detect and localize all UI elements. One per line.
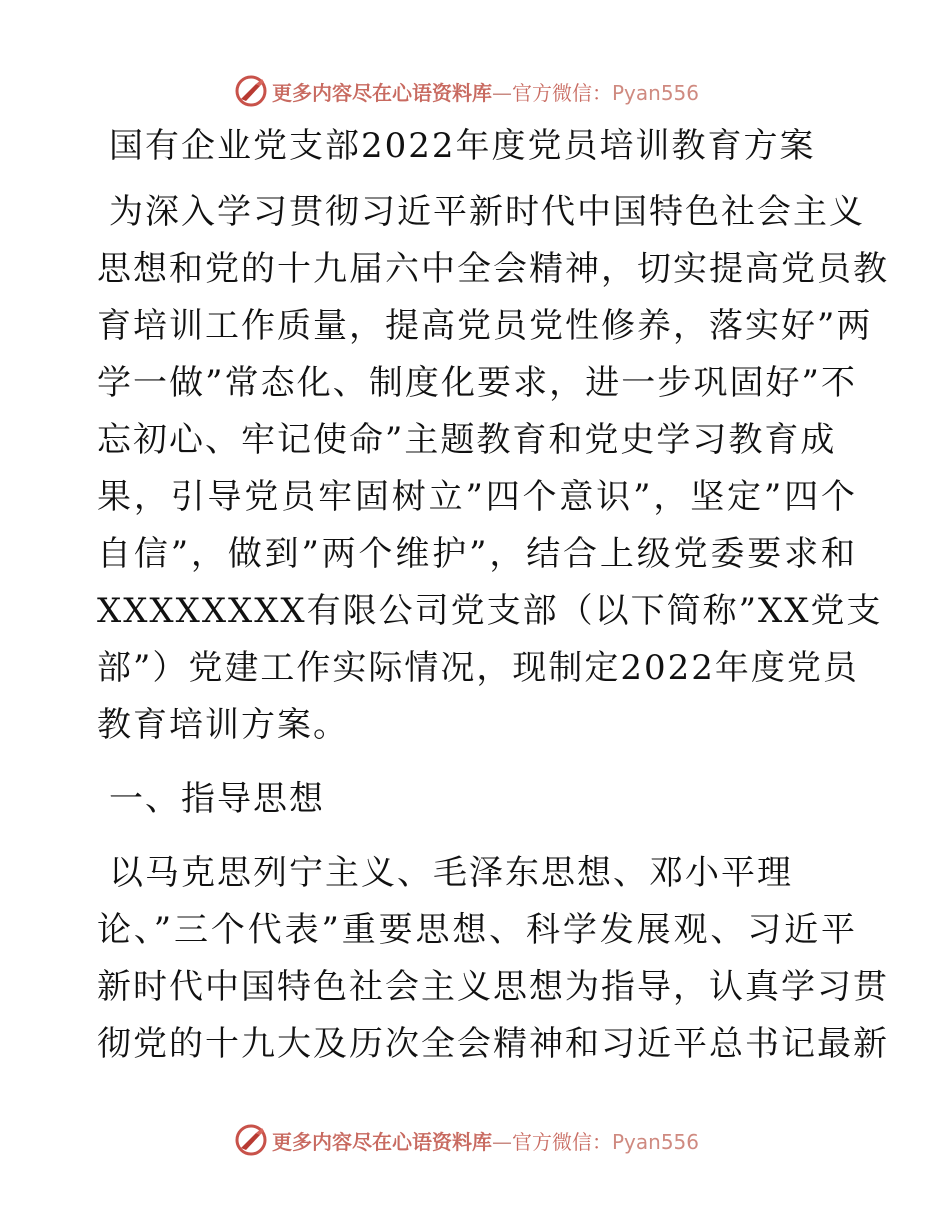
paragraph-line: 果，引导党员牢固树立”四个意识”，坚定”四个: [97, 477, 857, 517]
paragraph-line: 思想和党的十九届六中全会精神，切实提高党员教: [97, 249, 889, 289]
paragraph-line: 为深入学习贯彻习近平新时代中国特色社会主义: [109, 192, 865, 232]
watermark-text: 更多内容尽在心语资料库—官方微信：Pyan556: [272, 80, 700, 105]
pen-logo-icon: [234, 1123, 268, 1157]
document-title: 国有企业党支部2022年度党员培训教育方案: [109, 126, 816, 166]
watermark-header: [234, 73, 699, 109]
paragraph-line: 部”）党建工作实际情况，现制定2022年度党员: [97, 648, 859, 688]
paragraph-line: 育培训工作质量，提高党员党性修养，落实好”两: [97, 306, 873, 346]
watermark-footer: [234, 1122, 699, 1158]
paragraph-line: 彻党的十九大及历次全会精神和习近平总书记最新: [97, 1024, 889, 1064]
paragraph-line: 教育培训方案。: [97, 705, 349, 745]
intro-paragraph: [97, 184, 889, 754]
paragraph-line: XXXXXXXX有限公司党支部（以下简称”XX党支: [97, 591, 883, 631]
document-body: [97, 118, 889, 1073]
paragraph-line: 新时代中国特色社会主义思想为指导，认真学习贯: [97, 967, 889, 1007]
paragraph-line: 自信”，做到”两个维护”，结合上级党委要求和: [97, 534, 857, 574]
section-paragraph: [97, 845, 889, 1073]
section-heading: 一、指导思想: [109, 779, 325, 819]
watermark-text: 更多内容尽在心语资料库—官方微信：Pyan556: [272, 1129, 700, 1154]
paragraph-line: 论、”三个代表”重要思想、科学发展观、习近平: [97, 910, 857, 950]
paragraph-line: 学一做”常态化、制度化要求，进一步巩固好”不: [97, 363, 857, 403]
paragraph-line: 以马克思列宁主义、毛泽东思想、邓小平理: [109, 853, 793, 893]
paragraph-line: 忘初心、牢记使命”主题教育和党史学习教育成: [97, 420, 837, 460]
pen-logo-icon: [234, 74, 268, 108]
